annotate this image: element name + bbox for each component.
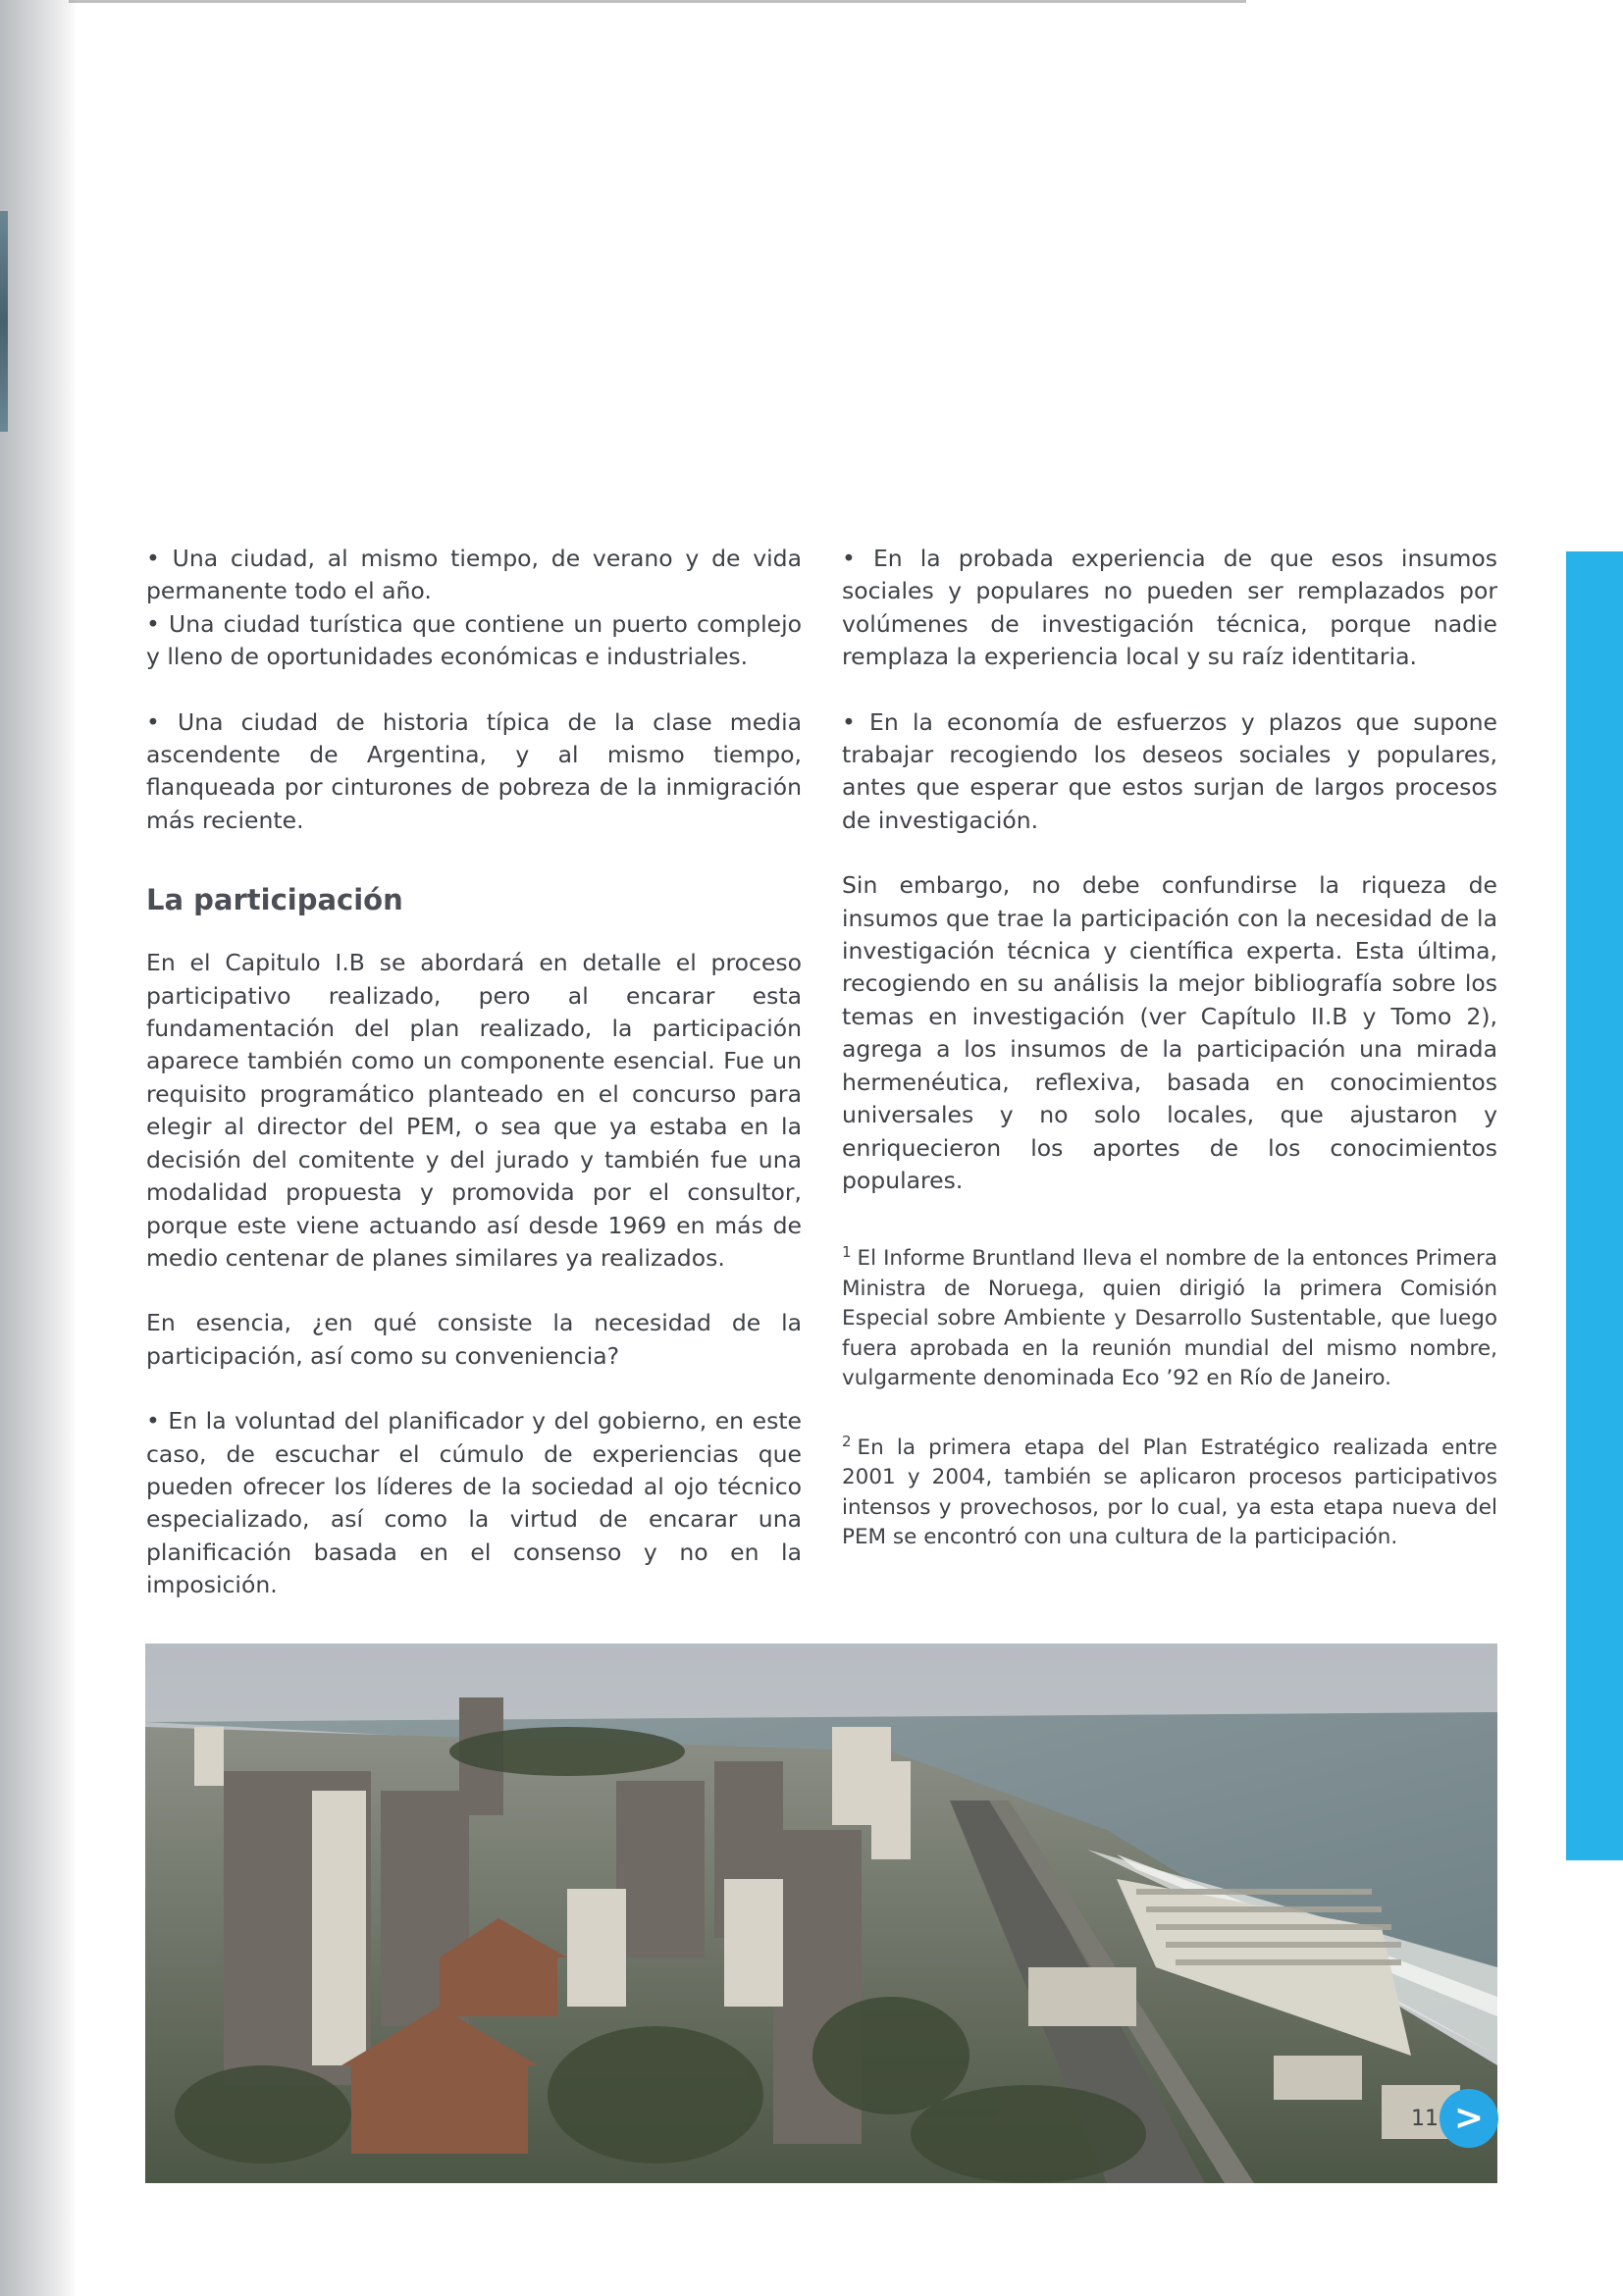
page-number: 11 bbox=[1411, 2107, 1439, 2131]
section-heading: La participación bbox=[146, 883, 403, 917]
footnote-1-text: El Informe Bruntland lleva el nombre de la entonces Primera Ministra de Noruega, quien dirigió la primera Comisión Especial sobre Ambiente y Desarrollo Sustentable, que luego fuera aprobada en la reunión mundial del mismo nombre, vulgarmente denominada Eco ’92 en Río de Janeiro. bbox=[842, 1246, 1497, 1391]
paragraph-participation-process: En el Capitulo I.B se abordará en detalle el proceso participativo realizado, pero al encarar esta fundamentación del plan realizado, la participación aparece también como un componente esencial. Fue un requisito programático planteado en el concurso para elegir al director del PEM, o sea que ya estaba en la decisión del comitente y del jurado y también fue una modalidad propuesta y promovida por el consultor, porque este viene actuando así desde 1969 en más de medio centenar de planes similares ya realizados. bbox=[146, 949, 802, 1272]
left-column bbox=[146, 543, 802, 1602]
footnote-2 bbox=[842, 1434, 1497, 1553]
next-page-button[interactable]: > bbox=[1440, 2089, 1498, 2148]
page-binding-shadow bbox=[0, 0, 77, 2296]
footnote-2-number: 2 bbox=[842, 1432, 852, 1450]
right-column bbox=[842, 543, 1497, 1553]
paragraph-bullet-economy: • En la economía de esfuerzos y plazos que supone trabajar recogiendo los deseos sociales y populares, antes que esperar que estos surjan de largos procesos de investigación. bbox=[842, 707, 1497, 834]
accent-side-bar bbox=[1566, 551, 1623, 1860]
top-edge-line bbox=[69, 0, 1246, 3]
city-aerial-photo bbox=[145, 1644, 1497, 2183]
paragraph-bullet-tourist-city: • Una ciudad turística que contiene un puerto complejo y lleno de oportunidades económicas e industriales. bbox=[146, 609, 802, 671]
footnote-2-text: En la primera etapa del Plan Estratégico realizada entre 2001 y 2004, también se aplicaron procesos participativos intensos y provechosos, por lo cual, ya esta etapa nueva del PEM se encontró con una cultura de la participación. bbox=[842, 1435, 1497, 1550]
paragraph-research: Sin embargo, no debe confundirse la riqueza de insumos que trae la participación con la necesidad de la investigación técnica y científica experta. Esta última, recogiendo en su análisis la mejor bibliografía sobre los temas en investigación (ver Capítulo II.B y Tomo 2), agrega a los insumos de la participación una mirada hermenéutica, reflexiva, basada en conocimientos universales y no solo locales, que ajustaron y enriquecieron los aportes de los conocimientos populares. bbox=[842, 871, 1497, 1194]
paragraph-bullet-planner-will: • En la voluntad del planificador y del gobierno, en este caso, de escuchar el cúmulo de experiencias que pueden ofrecer los líderes de la sociedad al ojo técnico especializado, así como la virtud de encarar una planificación basada en el consenso y no en la imposición. bbox=[146, 1407, 802, 1599]
paragraph-question: En esencia, ¿en qué consiste la necesidad de la participación, así como su conveniencia? bbox=[146, 1309, 802, 1370]
paragraph-bullet-summer-city: • Una ciudad, al mismo tiempo, de verano y de vida permanente todo el año. bbox=[146, 545, 802, 605]
binding-mark bbox=[0, 211, 8, 432]
footnote-1 bbox=[842, 1244, 1497, 1394]
paragraph-bullet-middle-class: • Una ciudad de historia típica de la clase media ascendente de Argentina, y al mismo tiempo, flanqueada por cinturones de pobreza de la inmigración más reciente. bbox=[146, 707, 802, 834]
paragraph-bullet-experience: • En la probada experiencia de que esos insumos sociales y populares no pueden ser remplazados por volúmenes de investigación técnica, porque nadie remplaza la experiencia local y su raíz identitaria. bbox=[842, 545, 1497, 671]
footnote-1-number: 1 bbox=[842, 1243, 852, 1262]
